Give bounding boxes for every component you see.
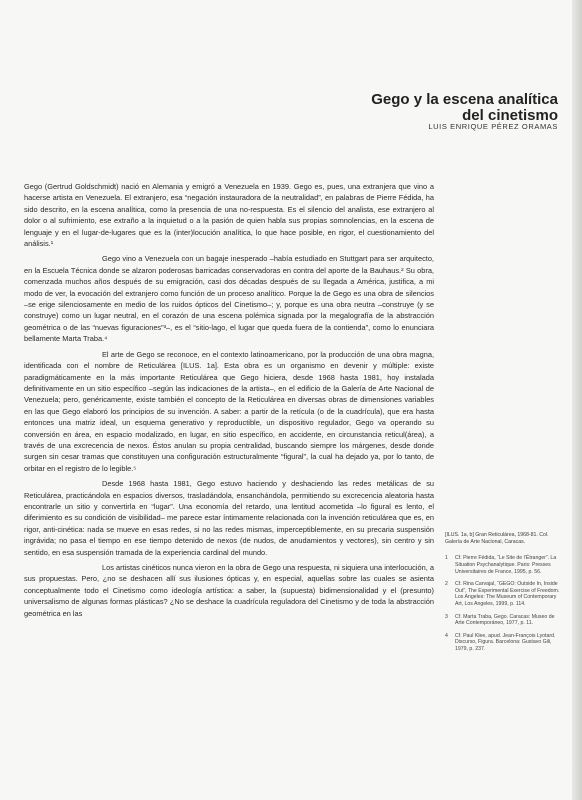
footnote-text: Cf. Rina Carvajal, “GEGO: Outside In, Inside Out”, The Experimental Exercise of Freedom. Los Angeles: The Museum of Contemporary Art, Los Angeles, 1999, p. 114.: [455, 580, 560, 608]
article-title: [371, 92, 558, 124]
footnote: [445, 633, 565, 653]
paragraph-1: Gego (Gertrud Goldschmidt) nació en Alemania y emigró a Venezuela en 1939. Gego es, pues, una extranjera que vino a hacerse artista en Venezuela. El extranjero, esa “negación instauradora de la neutralidad”, en palabras de Pierre Fédida, ha sido descrito, en la escena analítica, como la presencia de una no-respuesta. Es el silencio del analista, ese extranjero al dolor o al sufrimiento, ese extraño a la inquietud o a la pasión de quien habla sus propias somnolencias, en la escena de lenguaje y en el lugar-de-lugares que es la (inter)locución analítica, lo que hace posible, en rigor, el cuestionamiento del análisis.¹: [24, 182, 434, 249]
footnote: [445, 614, 565, 628]
author-name: LUIS ENRIQUE PÉREZ ORAMAS: [428, 122, 558, 131]
footnote-text: Cf. Pierre Fédida, “Le Site de l’Étranger”. La Situation Psychanalytique. Paris: Presses Universitaires de France, 1995, p. 56.: [455, 555, 557, 575]
page-gutter-shadow: [572, 0, 582, 800]
footnote-number: 3: [445, 613, 448, 620]
footnote-number: 2: [445, 580, 448, 587]
footnote: [445, 581, 565, 608]
footnotes: [445, 555, 565, 659]
footnote-number: 4: [445, 632, 448, 639]
paragraph-2: Gego vino a Venezuela con un bagaje inesperado –había estudiado en Stuttgart para ser arquitecto, en la Escuela Técnica donde se alzaron poderosas barricadas conservadoras en contra del aporte de la Bauhaus.² Su obra, comenzada muchos años después de su emigración, casi dos décadas después de su llegada a América, justifica, a mi modo de ver, la evocación del extranjero como función de un proceso analítico. Porque la de Gego es una obra de silencios –se erige silenciosamente en medio de los ruidos ópticos del Cinetismo–; y, porque es una obra neutra –construye (y se construye) como un lugar neutral, en el corazón de una escena polémica signada por la megalografía de la abstracción geométrica o de las “nuevas figuraciones”³–, es el “sitio-lago, el lugar que queda fuera de la contienda”, como lo enunciara bellamente Marta Traba.⁴: [24, 254, 434, 344]
caption-text: [ILUS. 1a, b] Gran Reticulárea, 1968-81. Col. Galería de Arte Nacional, Caracas.: [445, 532, 549, 545]
title-line-2: del cinetismo: [462, 107, 558, 124]
paragraph-5: Los artistas cinéticos nunca vieron en la obra de Gego una respuesta, ni siquiera una interlocución, a sus propuestas. Pero, ¿no se deshacen allí sus ilusiones ópticas y, en especial, aquellas sobre las cuales se asienta conceptualmente todo el Cinetismo como ideología artística: a saber, la (supuesta) bidimensionalidad y el (presunto) universalismo de algunas formas plásticas? ¿No se deshace la cuadrícula reguladora del Cinetismo y de toda la abstracción geométrica en las: [24, 563, 434, 618]
illustration-caption: [445, 532, 565, 546]
title-line-1: Gego y la escena analítica: [371, 91, 558, 108]
paragraph-4: Desde 1968 hasta 1981, Gego estuvo haciendo y deshaciendo las redes metálicas de su Reticulárea, practicándola en espacios diversos, trasladándola, ensanchándola, permitiendo su excrecencia aleatoria hasta encontrarle un sitio y convertirla en “lugar”. Una economía del retardo, una lentitud acometida –lo figural es lento, el diferimiento es su condición de visibilidad– me parece estar íntimamente relacionada con la invención reticulárea que es, en rigor, anti-cinética: nada se mueve en esas redes, si no las redes mismas, imperceptiblemente, en su precaria suspensión ingrávida; no pasa el tiempo en ese tiempo detenido de nexos (de nudos, de anudamientos y vectores), sin centro y sin sentido, en esa suspensión tramada de la experiencia cardinal del mundo.: [24, 479, 434, 557]
footnote: [445, 555, 565, 575]
footnote-number: 1: [445, 555, 448, 561]
footnote-text: Cf. Paul Klee, apud. Jean-François Lyotard. Discurso, Figura. Barcelona: Gustavo Gili, 1979, p. 237.: [455, 632, 556, 653]
paragraph-3: El arte de Gego se reconoce, en el contexto latinoamericano, por la producción de una obra magna, identificada con el nombre de Reticulárea [ILUS. 1a]. Esta obra es un organismo en devenir y múltiple: existe paradigmáticamente en la más importante Reticulárea que Gego hiciera, desde 1968 hasta 1981, hoy instalada definitivamente en un sitio específico –según las indicaciones de la artista–, en el edificio de la Galería de Arte Nacional de Venezuela; pero, genéricamente, existe también el concepto de la Reticulárea en diversas obras de dimensiones variables en las que Gego elaboró los principios de su invención. A saber: a partir de la retícula (o de la cuadrícula), que era hasta entonces una matriz ideal, un esquema generativo y reproductible, un dispositivo regulador, Gego va operando su conversión en área, en espacio modalizado, en lugar, en sitio específico, en accidente, en circunstancia reticul(área), a través de una excrecencia de nexos. Éstos anulan su propia centralidad, buscando siempre los márgenes, desde donde surgen sin cesar tramas que constituyen una configuración estructuralmente “figural”, la cual ha dejado ya, por lo tanto, de orbitar en el registro de lo legible.⁵: [24, 349, 434, 473]
footnote-text: Cf. Marta Traba, Gego. Caracas: Museo de Arte Contemporáneo, 1977, p. 11.: [455, 613, 555, 627]
article-body: [24, 181, 434, 619]
